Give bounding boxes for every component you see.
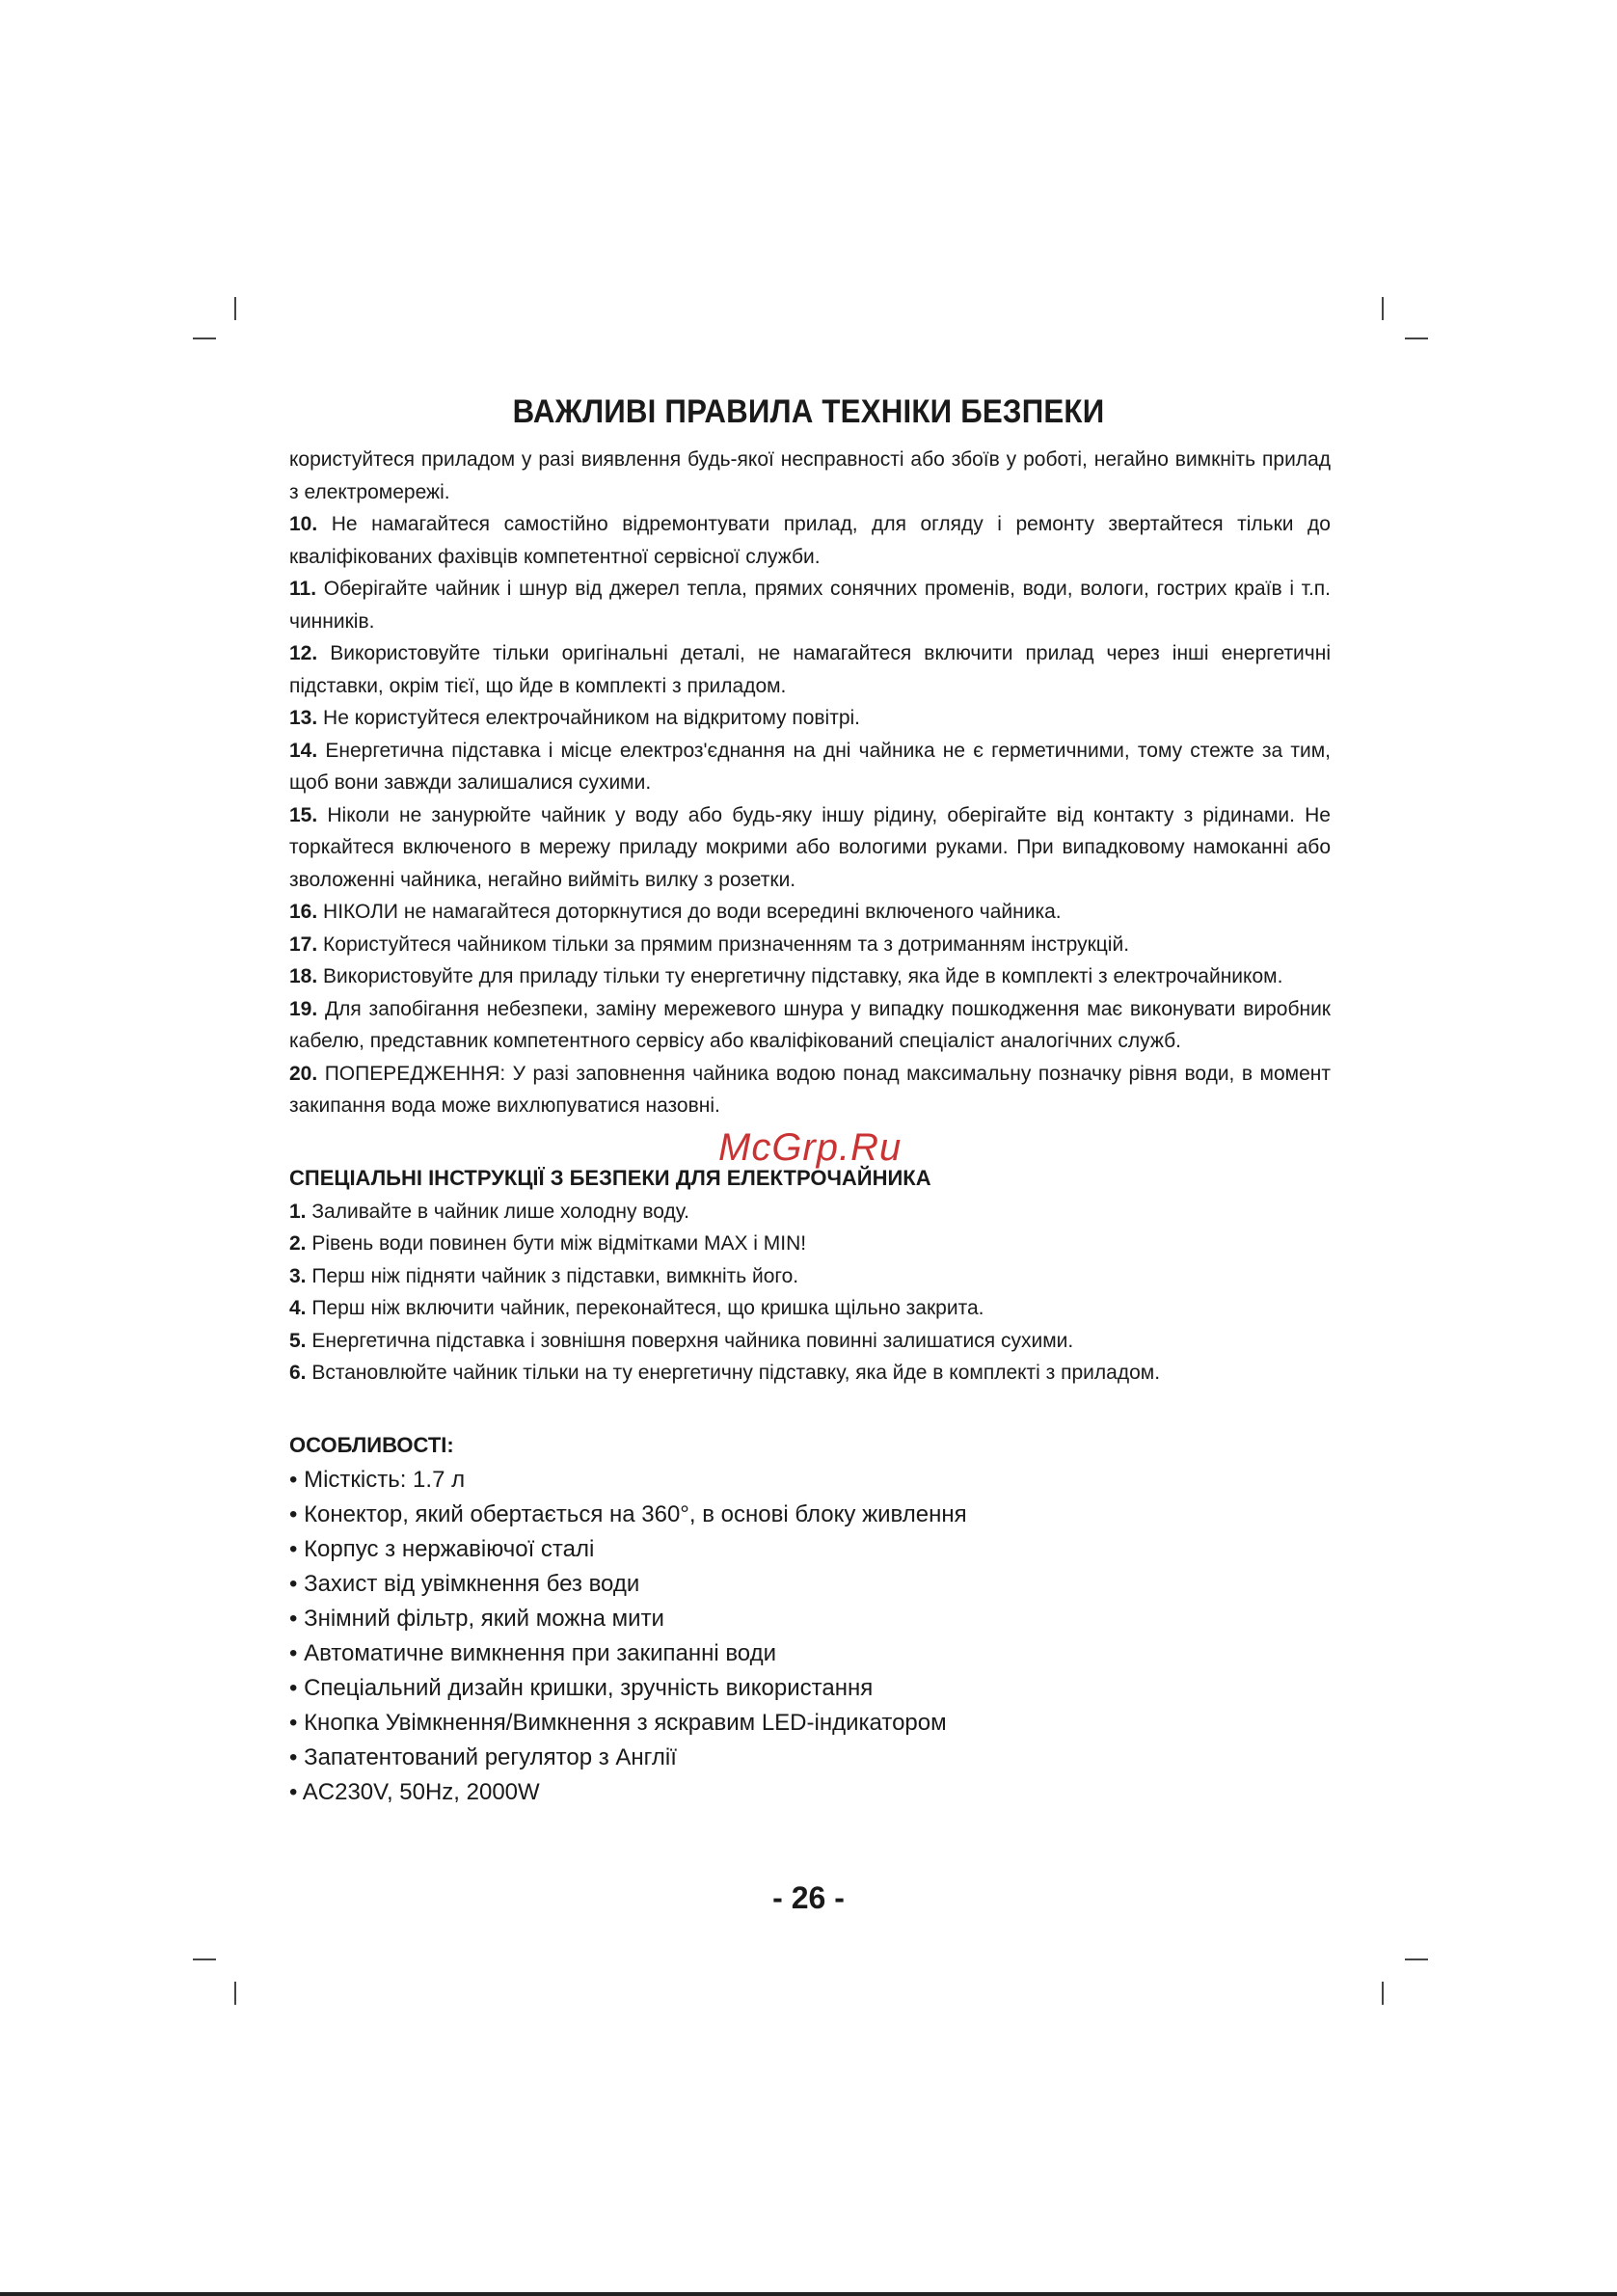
special-instruction-number: 6. (289, 1362, 307, 1384)
special-instruction-number: 5. (289, 1329, 307, 1352)
watermark: McGrp.Ru (718, 1126, 903, 1169)
feature-item: • Запатентований регулятор з Англії (289, 1741, 1331, 1775)
safety-rule (289, 573, 1331, 637)
special-section-title: СПЕЦІАЛЬНІ ІНСТРУКЦІЇ З БЕЗПЕКИ ДЛЯ ЕЛЕКТРОЧАЙНИКА (289, 1165, 931, 1190)
safety-rule-text: Енергетична підставка і місце електроз'єднання на дні чайника не є герметичними, тому стежте за тим, щоб вони завжди залишалися сухими. (289, 739, 1331, 794)
safety-rule (289, 929, 1331, 961)
feature-item: • Знімний фільтр, який можна мити (289, 1602, 1331, 1636)
crop-mark-bottom-right-vertical (1382, 1982, 1384, 2005)
page-title: ВАЖЛИВІ ПРАВИЛА ТЕХНІКИ БЕЗПЕКИ (512, 393, 1105, 430)
page-number: - 26 - (772, 1880, 845, 1915)
safety-rule (289, 896, 1331, 929)
special-instruction (289, 1196, 1331, 1229)
intro-paragraph: користуйтеся приладом у разі виявлення будь-якої несправності або збоїв у роботі, негайно вимкніть прилад з електромережі. (289, 448, 1331, 503)
safety-rule-text: Не користуйтеся електрочайником на відкритому повітрі. (317, 707, 861, 729)
feature-item: • Захист від увімкнення без води (289, 1567, 1331, 1602)
safety-rule-text: Використовуйте тільки оригінальні деталі, не намагайтеся включити прилад через інші енергетичні підставки, окрім тієї, що йде в комплекті з приладом. (289, 642, 1331, 697)
feature-item: • Конектор, який обертається на 360°, в основі блоку живлення (289, 1498, 1331, 1532)
special-instruction-text: Перш ніж включити чайник, переконайтеся, що кришка щільно закрита. (306, 1297, 984, 1319)
safety-rule (289, 993, 1331, 1058)
safety-rule (289, 799, 1331, 897)
crop-mark-bottom-left-horizontal (193, 1958, 216, 1960)
special-instructions-list (289, 1196, 1331, 1390)
crop-mark-bottom-left-vertical (234, 1982, 236, 2005)
safety-rule-number: 15. (289, 803, 318, 826)
special-instruction-text: Енергетична підставка і зовнішня поверхня чайника повинні залишатися сухими. (306, 1329, 1074, 1352)
feature-item: • Автоматичне вимкнення при закипанні води (289, 1636, 1331, 1671)
special-instruction-text: Встановлюйте чайник тільки на ту енергетичну підставку, яка йде в комплекті з приладом. (306, 1362, 1161, 1384)
safety-rule-number: 13. (289, 707, 318, 729)
safety-rule (289, 508, 1331, 573)
feature-item: • Спеціальний дизайн кришки, зручність використання (289, 1671, 1331, 1706)
safety-rule-text: ПОПЕРЕДЖЕННЯ: У разі заповнення чайника водою понад максимальну позначку рівня води, в момент закипання вода може вихлюпуватися назовні. (289, 1062, 1331, 1117)
crop-mark-bottom-right-horizontal (1405, 1958, 1428, 1960)
safety-rules-list (289, 508, 1331, 1122)
features-list (289, 1463, 1331, 1810)
special-instruction-number: 2. (289, 1232, 307, 1255)
safety-rule-text: Ніколи не занурюйте чайник у воду або будь-яку іншу рідину, оберігайте від контакту з рідинами. Не торкайтеся включеного в мережу приладу мокрими або вологими руками. При випадковому намоканні або зволоженні чайника, негайно вийміть вилку з розетки. (289, 803, 1331, 891)
safety-rule-text: Користуйтеся чайником тільки за прямим призначенням та з дотриманням інструкцій. (317, 932, 1130, 956)
crop-mark-top-left-horizontal (193, 338, 216, 339)
safety-rule-number: 10. (289, 513, 318, 535)
special-instruction (289, 1292, 1331, 1325)
safety-rule-text: Оберігайте чайник і шнур від джерел тепла, прямих сонячних променів, води, вологи, гострих країв і т.п. чинників. (289, 578, 1331, 633)
safety-rule-number: 18. (289, 965, 318, 987)
safety-rule (289, 735, 1331, 799)
feature-item: • Місткість: 1.7 л (289, 1463, 1331, 1498)
feature-item: • Кнопка Увімкнення/Вимкнення з яскравим LED-індикатором (289, 1706, 1331, 1741)
bottom-rule (0, 2292, 1617, 2296)
special-instruction (289, 1357, 1331, 1390)
special-instruction (289, 1325, 1331, 1358)
special-instruction-text: Заливайте в чайник лише холодну воду. (306, 1200, 689, 1223)
special-instruction-text: Перш ніж підняти чайник з підставки, вимкніть його. (306, 1264, 799, 1287)
special-instruction (289, 1260, 1331, 1293)
crop-mark-top-right-vertical (1382, 297, 1384, 320)
feature-item: • Корпус з нержавіючої сталі (289, 1532, 1331, 1567)
special-instruction-number: 3. (289, 1264, 307, 1287)
safety-rule (289, 702, 1331, 735)
safety-rule-number: 17. (289, 932, 318, 956)
safety-rule-number: 19. (289, 997, 318, 1020)
safety-rule (289, 1058, 1331, 1122)
special-instruction (289, 1228, 1331, 1260)
feature-item: • AC230V, 50Hz, 2000W (289, 1775, 1331, 1810)
safety-rule-number: 12. (289, 642, 318, 664)
special-instruction-number: 4. (289, 1297, 307, 1319)
special-instruction-text: Рівень води повинен бути між відмітками MAX і MIN! (306, 1232, 807, 1255)
safety-rule (289, 960, 1331, 993)
crop-mark-top-right-horizontal (1405, 338, 1428, 339)
safety-rule-text: Використовуйте для приладу тільки ту енергетичну підставку, яка йде в комплекті з електрочайником. (317, 965, 1283, 987)
safety-rule-number: 11. (289, 578, 317, 600)
special-instruction-number: 1. (289, 1200, 307, 1223)
safety-rule (289, 637, 1331, 702)
crop-mark-top-left-vertical (234, 297, 236, 320)
safety-rule-text: Для запобігання небезпеки, заміну мережевого шнура у випадку пошкодження має виконувати виробник кабелю, представник компетентного сервісу або кваліфікований спеціаліст аналогічних служб. (289, 997, 1331, 1052)
safety-rule-number: 16. (289, 901, 318, 923)
safety-rule-number: 14. (289, 739, 318, 762)
safety-rule-text: Не намагайтеся самостійно відремонтувати прилад, для огляду і ремонту звертайтеся тільки до кваліфікованих фахівців компетентної сервісної служби. (289, 513, 1331, 568)
features-section-title: ОСОБЛИВОСТІ: (289, 1432, 454, 1457)
safety-rule-text: НІКОЛИ не намагайтеся доторкнутися до води всередині включеного чайника. (317, 901, 1062, 923)
safety-rule-number: 20. (289, 1062, 318, 1085)
